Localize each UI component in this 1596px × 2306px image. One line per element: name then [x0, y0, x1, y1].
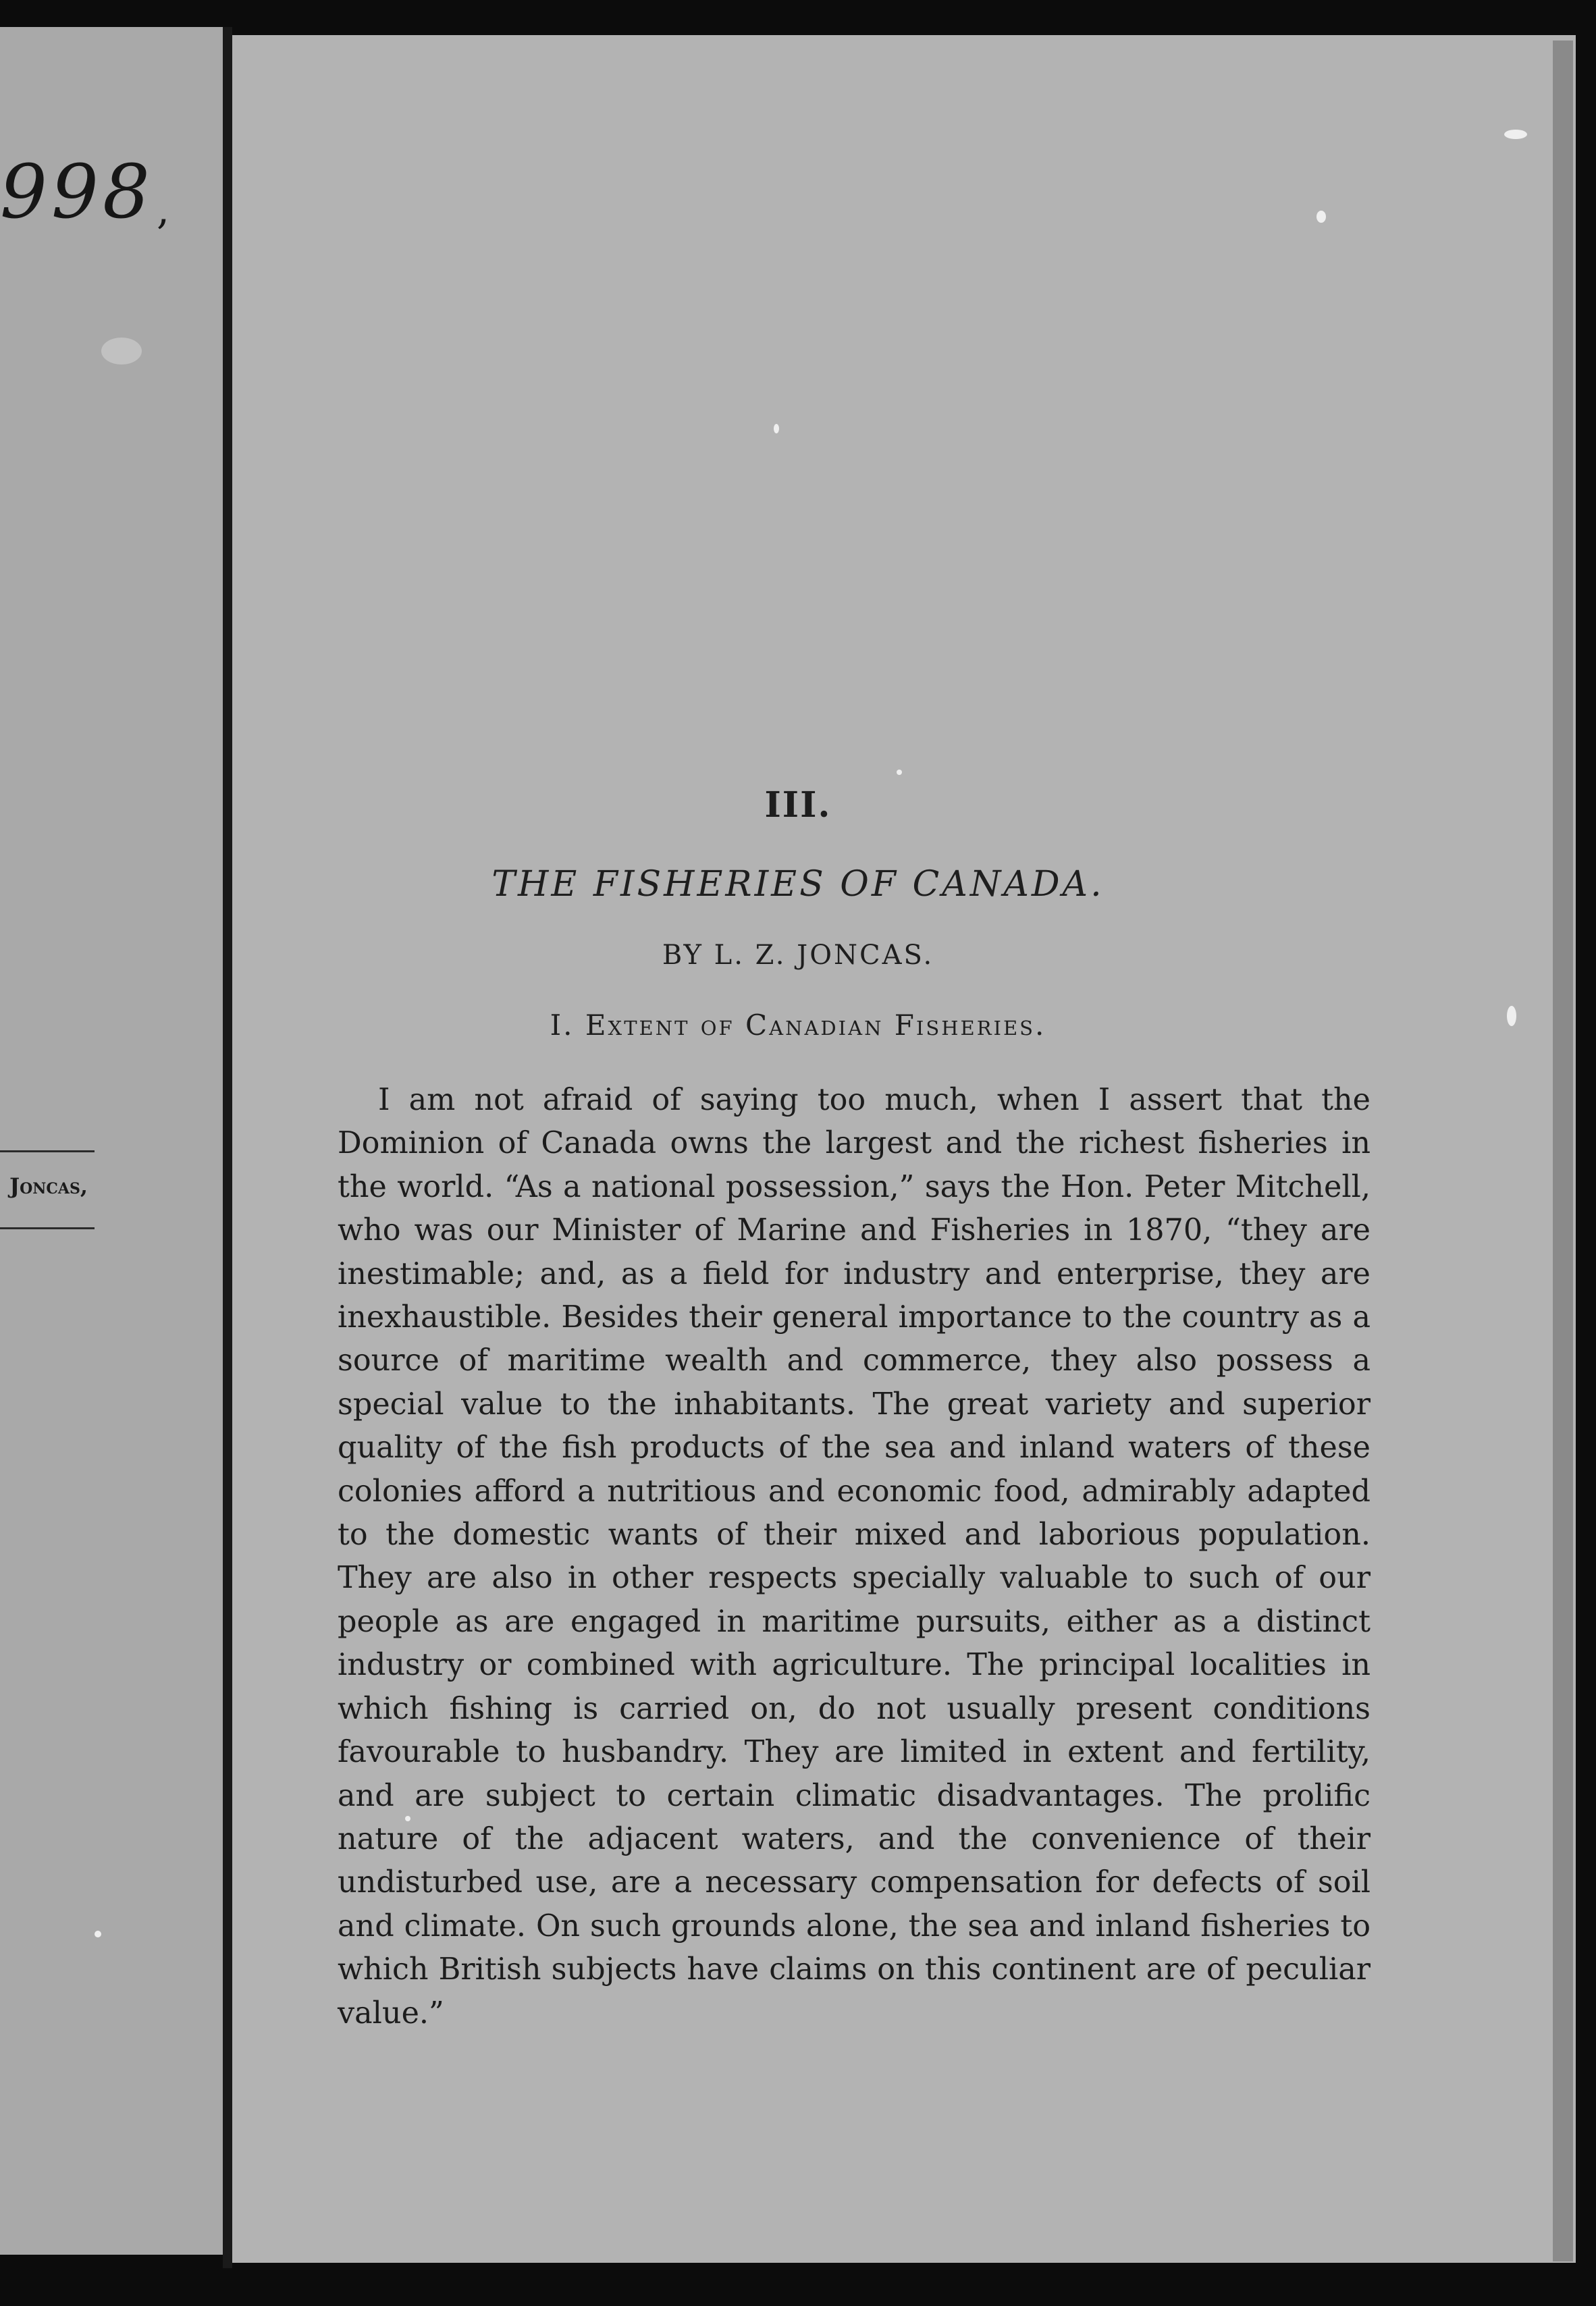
scan-speck	[101, 338, 142, 365]
left-page-number: 998	[0, 149, 154, 235]
scan-speck	[95, 1931, 101, 1937]
chapter-numeral: III.	[764, 784, 832, 826]
body-paragraph: I am not afraid of saying too much, when I assert that the Dominion of Canada owns the largest and the richest fisheries in the world. “As a national possession,” says the Hon. Peter Mitchell, who was our Minister of Marine and Fisheries in 1870, “they are inestimable; and, as a field for industry and enterprise, they are inexhaustible. Besides their general importance to the country as a source of maritime wealth and commerce, they also possess a special value to the inhabitants. The great variety and superior quality of the fish products of the sea and inland waters of these colonies afford a nutritious and economic food, admirably adapted to the domestic wants of their mixed and laborious population. They are also in other respects specially valuable to such of our people as are engaged in maritime pursuits, either as a distinct industry or combined with agriculture. The principal localities in which fishing is carried on, do not usually present conditions favourable to husbandry. They are limited in extent and fertility, and are subject to certain climatic disadvantages. The prolific nature of the adjacent waters, and the convenience of their undisturbed use, are a necessary compensation for defects of soil and climate. On such grounds alone, the sea and inland fisheries to which British subjects have claims on this continent are of peculiar value.”	[338, 1083, 1371, 2031]
section-heading: I. Extent of Canadian Fisheries.	[550, 1009, 1046, 1042]
scan-speck	[774, 424, 779, 433]
article-byline: BY L. Z. JONCAS.	[662, 940, 934, 971]
page-edge-shadow	[1553, 41, 1573, 2261]
left-page-author-fragment: Joncas,	[9, 1173, 88, 1199]
book-gutter	[223, 27, 232, 2268]
body-text	[338, 1079, 1371, 2035]
left-page-rule-bottom	[0, 1227, 95, 1229]
scan-speck	[897, 770, 902, 775]
stray-mark: ,	[157, 186, 170, 234]
scan-speck	[1504, 130, 1527, 139]
scan-speck	[1316, 211, 1326, 223]
scan-speck	[1507, 1006, 1516, 1026]
left-page-rule-top	[0, 1150, 95, 1152]
article-title: THE FISHERIES OF CANADA.	[491, 864, 1105, 905]
scan-speck	[405, 1816, 410, 1821]
